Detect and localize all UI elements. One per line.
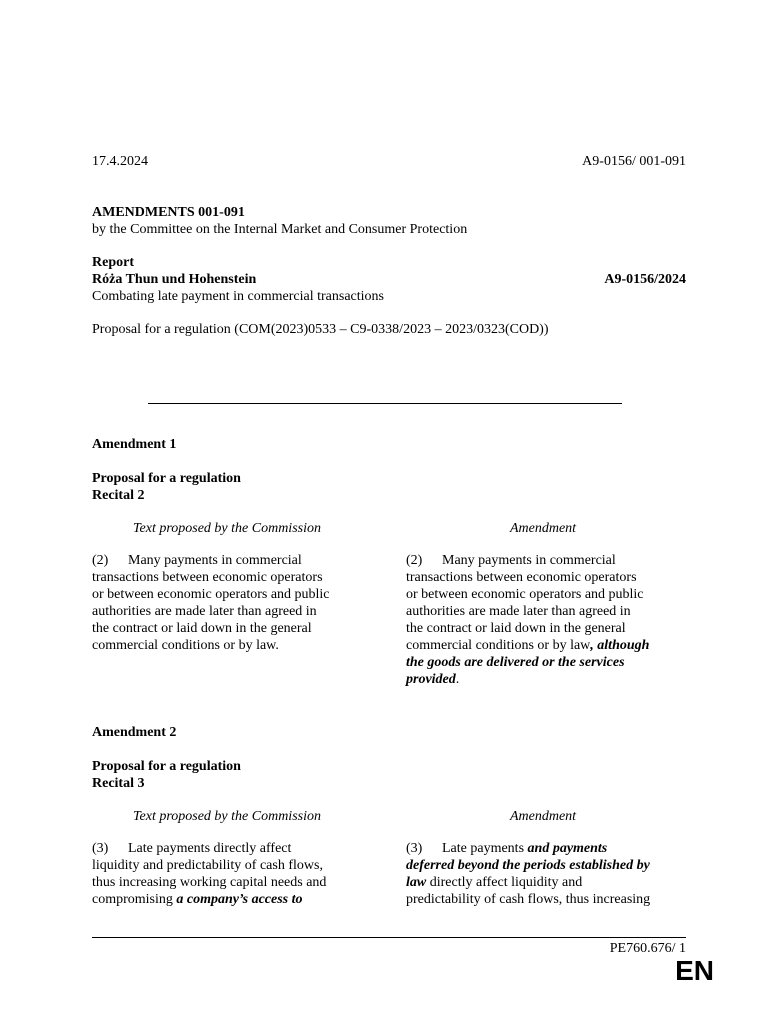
inserted-text: deferred beyond the periods established by [406,858,650,873]
amendment-2-amended-text: (3) Late payments and payments deferred beyond the periods established by law directly affect liquidity and predictability of cash flows, thus increasing [406,840,686,908]
footer-rule [92,937,686,938]
amendment-1-subtitle: Proposal for a regulation [92,471,241,486]
inserted-text: and payments [527,841,608,856]
document-reference: A9-0156/ 001-091 [582,154,686,169]
column-header-amendment: Amendment [509,809,577,824]
amendment-2-commission-text: (3) Late payments directly affect liquidity and predictability of cash flows, thus increasing working capital needs and compromising a company’s access to [92,841,327,907]
column-header-amendment: Amendment [509,521,577,536]
language-code: EN [675,955,714,986]
report-subject: Combating late payment in commercial transactions [92,289,384,304]
amendment-1-amended-text: (2) Many payments in commercial transactions between economic operators or between economic operators and public authorities are made later than agreed in the contract or laid down in the general commercial conditions or by law, although the goods are delivered or the services provided. [406,552,686,688]
report-reference: A9-0156/2024 [604,272,686,287]
proposal-line: Proposal for a regulation (COM(2023)0533 – C9-0338/2023 – 2023/0323(COD)) [92,322,549,337]
committee-line: by the Committee on the Internal Market and Consumer Protection [92,222,468,237]
amendment-2-title: Amendment 2 [92,725,177,740]
inserted-text: provided [406,672,456,687]
inserted-text: , although [590,638,650,653]
rapporteur-name: Róża Thun und Hohenstein [92,272,257,287]
amendment-2-subtitle: Proposal for a regulation [92,759,241,774]
amendments-title: AMENDMENTS 001-091 [92,205,245,220]
column-header-commission: Text proposed by the Commission [133,521,321,536]
amendment-1-title: Amendment 1 [92,437,177,452]
inserted-text: the goods are delivered or the services [406,655,625,670]
document-date: 17.4.2024 [92,154,148,169]
recital-number: (3) [406,841,423,856]
inserted-text: law [406,875,427,890]
amendment-2-recital: Recital 3 [92,776,145,791]
amendment-1-commission-text: (2) Many payments in commercial transactions between economic operators or between economic operators and public authorities are made later than agreed in the contract or laid down in the general commercial conditions or by law. [92,553,330,653]
footer-reference: PE760.676/ 1 [609,941,686,956]
report-label: Report [92,255,134,270]
column-header-commission: Text proposed by the Commission [133,809,321,824]
recital-number: (2) [406,553,423,568]
deleted-text: a company’s access to [176,892,303,907]
section-separator [148,403,622,404]
recital-number: (3) [92,841,109,856]
recital-number: (2) [92,553,109,568]
amendment-1-recital: Recital 2 [92,488,145,503]
